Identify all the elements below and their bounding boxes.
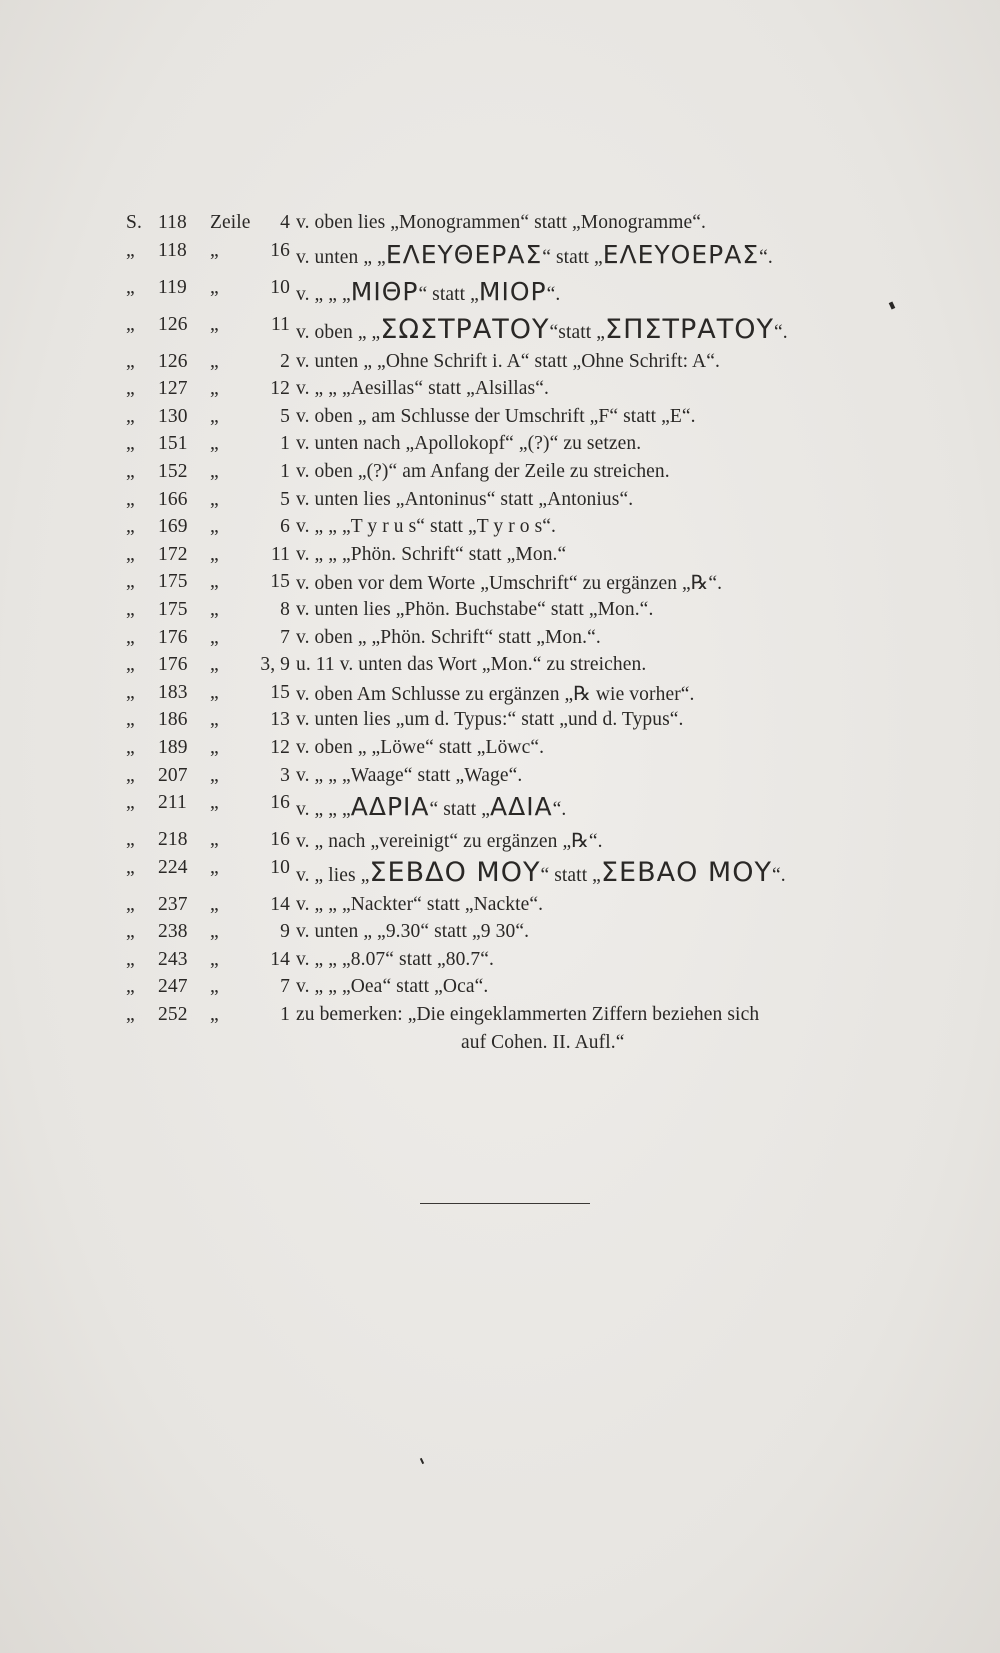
page-number: 118 [158, 212, 187, 233]
line-number: 5 [280, 405, 290, 427]
ditto-mark: „ [126, 276, 135, 298]
errata-row [126, 949, 916, 977]
zeile-ditto: „ [210, 764, 219, 786]
zeile-ditto: „ [210, 921, 219, 943]
correction-text: v. „ „ „Aesillas“ statt „Alsillas“. [296, 378, 549, 400]
statt-text: “ statt „ [540, 864, 601, 886]
correction-text: v. unten „ „9.30“ statt „9 30“. [296, 921, 530, 943]
page-number: 211 [158, 792, 187, 814]
correction-text: v. „ „ „8.07“ statt „80.7“. [296, 948, 494, 970]
zeile-ditto: „ [210, 276, 219, 298]
page-number: 169 [158, 516, 188, 538]
errata-row [126, 857, 916, 894]
ditto-mark: „ [126, 1004, 135, 1026]
errata-row [126, 654, 916, 682]
ditto-mark: „ [126, 350, 135, 372]
correction-text: zu bemerken: „Die eingeklammerten Ziffern beziehen sich [296, 1004, 760, 1026]
correction-text [296, 314, 788, 345]
page-number: 126 [158, 313, 188, 335]
ditto-mark: „ [126, 488, 135, 510]
line-number: 5 [280, 488, 290, 510]
zeile-ditto: „ [210, 893, 219, 915]
page-number: 176 [158, 654, 188, 676]
errata-row [126, 599, 916, 627]
continuation-text: auf Cohen. II. Aufl.“ [461, 1031, 625, 1053]
zeile-ditto: „ [210, 571, 219, 593]
page-number: 126 [158, 350, 188, 372]
zeile-ditto: „ [210, 516, 219, 538]
errata-continuation-row [126, 1032, 916, 1062]
errata-row [126, 406, 916, 434]
correction-text: v. oben „ „Phön. Schrift“ statt „Mon.“. [296, 626, 601, 648]
line-number: 7 [280, 976, 290, 998]
page-number: 243 [158, 948, 188, 970]
suffix-text: “. [552, 799, 567, 821]
page-number: 183 [158, 681, 188, 703]
line-number: 1 [280, 433, 290, 455]
correction-text: v. „ nach „vereinigt“ zu ergänzen „℞“. [296, 831, 603, 853]
closing-rule [420, 1203, 590, 1204]
ditto-mark: „ [126, 856, 135, 878]
zeile-ditto: „ [210, 654, 219, 676]
errata-row [126, 765, 916, 793]
greek-inscription-wrong: ΣΠΣΤΡΑΤΟΥ [605, 313, 774, 345]
page-number: 175 [158, 571, 188, 593]
correction-text: v. unten nach „Apollokopf“ „(?)“ zu setzen. [296, 433, 642, 455]
zeile-ditto: „ [210, 313, 219, 335]
zeile-ditto: „ [210, 433, 219, 455]
line-number: 16 [270, 829, 290, 851]
errata-row [126, 921, 916, 949]
ditto-mark: „ [126, 626, 135, 648]
page-number: 172 [158, 543, 188, 565]
line-number: 4 [280, 212, 290, 233]
correction-text: v. „ „ „Phön. Schrift“ statt „Mon.“ [296, 543, 567, 565]
statt-text: “statt „ [549, 321, 606, 343]
errata-row [126, 461, 916, 489]
page-number: 218 [158, 829, 188, 851]
correction-text: v. „ „ „Oea“ statt „Oca“. [296, 976, 489, 998]
line-number: 15 [270, 681, 290, 703]
statt-text: “ statt „ [418, 283, 479, 305]
ditto-mark: „ [126, 405, 135, 427]
correction-text [296, 277, 560, 306]
errata-row [126, 737, 916, 765]
greek-inscription-correct: ΜΙΘΡ [350, 276, 419, 306]
errata-row [126, 1004, 916, 1032]
page-number: 130 [158, 405, 188, 427]
page-number: 176 [158, 626, 188, 648]
zeile-ditto: „ [210, 626, 219, 648]
errata-row [126, 240, 916, 277]
errata-row [126, 378, 916, 406]
ditto-mark: „ [126, 681, 135, 703]
errata-row [126, 433, 916, 461]
correction-text [296, 792, 566, 821]
zeile-ditto: „ [210, 829, 219, 851]
line-number: 9 [280, 921, 290, 943]
zeile-ditto: „ [210, 405, 219, 427]
prefix-text: v. „ „ „ [296, 283, 351, 305]
zeile-ditto: „ [210, 460, 219, 482]
ditto-mark: „ [126, 709, 135, 731]
page-number: 237 [158, 893, 188, 915]
zeile-ditto: „ [210, 856, 219, 878]
greek-inscription-wrong: ΑΔΙΑ [489, 792, 553, 822]
line-number: 15 [270, 571, 290, 593]
greek-inscription-correct: ΣΩΣΤΡΑΤΟΥ [380, 313, 550, 345]
ditto-mark: „ [126, 976, 135, 998]
correction-text: v. oben „ „Löwe“ statt „Löwc“. [296, 736, 545, 758]
errata-row [126, 976, 916, 1004]
greek-inscription-correct: ΣΕΒΔΟ ΜΟΥ [369, 856, 541, 888]
correction-text: v. oben „(?)“ am Anfang der Zeile zu streichen. [296, 460, 670, 482]
page-number: 166 [158, 488, 188, 510]
zeile-ditto: „ [210, 681, 219, 703]
ditto-mark: „ [126, 736, 135, 758]
zeile-ditto: „ [210, 378, 219, 400]
errata-list [126, 212, 916, 1062]
page-number: 152 [158, 460, 188, 482]
errata-row [126, 516, 916, 544]
suffix-text: “. [759, 246, 773, 268]
errata-row [126, 544, 916, 572]
seite-abbrev: S. [126, 212, 142, 233]
correction-text: v. „ „ „T y r u s“ statt „T y r o s“. [296, 516, 557, 538]
page-number: 119 [158, 276, 187, 298]
page-number: 238 [158, 921, 188, 943]
greek-inscription-wrong: ΣΕΒΑΟ ΜΟΥ [600, 856, 772, 888]
greek-inscription-correct: ΑΔΡΙΑ [350, 792, 430, 822]
correction-text: v. „ „ „Waage“ statt „Wage“. [296, 764, 523, 786]
zeile-ditto: „ [210, 543, 219, 565]
line-number: 8 [280, 598, 290, 620]
ditto-mark: „ [126, 764, 135, 786]
ditto-mark: „ [126, 654, 135, 676]
line-number: 11 [271, 313, 290, 335]
ditto-mark: „ [126, 378, 135, 400]
greek-inscription-wrong: ΜΙΟΡ [478, 276, 547, 306]
statt-text: “ statt „ [429, 799, 490, 821]
errata-row [126, 212, 916, 240]
page-number: 127 [158, 378, 188, 400]
correction-text: v. oben Am Schlusse zu ergänzen „℞ wie vorher“. [296, 683, 695, 705]
zeile-ditto: „ [210, 239, 219, 261]
correction-text: v. unten lies „um d. Typus:“ statt „und d. Typus“. [296, 709, 684, 731]
page-number: 186 [158, 709, 188, 731]
ditto-mark: „ [126, 543, 135, 565]
line-number: 16 [270, 792, 290, 814]
errata-row [126, 571, 916, 599]
line-number: 3 [280, 764, 290, 786]
prefix-text: v. „ lies „ [296, 864, 370, 886]
line-number: 1 [280, 460, 290, 482]
ditto-mark: „ [126, 598, 135, 620]
greek-inscription-correct: ΕΛΕΥΘΕΡΑΣ [385, 239, 543, 269]
zeile-ditto: „ [210, 350, 219, 372]
line-number: 12 [270, 378, 290, 400]
zeile-ditto: „ [210, 709, 219, 731]
zeile-ditto: „ [210, 976, 219, 998]
line-number: 7 [280, 626, 290, 648]
statt-text: “ statt „ [542, 246, 603, 268]
suffix-text: “. [773, 321, 788, 343]
errata-row [126, 277, 916, 314]
ditto-mark: „ [126, 792, 135, 814]
correction-text: u. 11 v. unten das Wort „Mon.“ zu streichen. [296, 654, 647, 676]
errata-row [126, 894, 916, 922]
prefix-text: v. „ „ „ [296, 799, 351, 821]
ditto-mark: „ [126, 433, 135, 455]
zeile-ditto: „ [210, 598, 219, 620]
line-number: 13 [270, 709, 290, 731]
errata-row [126, 351, 916, 379]
page-number: 175 [158, 598, 188, 620]
ditto-mark: „ [126, 921, 135, 943]
correction-text: v. oben „ am Schlusse der Umschrift „F“ statt „E“. [296, 405, 696, 427]
errata-row [126, 627, 916, 655]
line-number: 14 [270, 948, 290, 970]
suffix-text: “. [771, 864, 786, 886]
ditto-mark: „ [126, 571, 135, 593]
errata-row [126, 792, 916, 829]
prefix-text: v. unten „ „ [296, 246, 386, 268]
page-number: 207 [158, 764, 188, 786]
errata-row [126, 682, 916, 710]
errata-row [126, 489, 916, 517]
line-number: 10 [270, 856, 290, 878]
line-number: 2 [280, 350, 290, 372]
correction-text: v. unten lies „Phön. Buchstabe“ statt „Mon.“. [296, 598, 654, 620]
greek-inscription-wrong: ΕΛΕΥΟΕΡΑΣ [602, 239, 760, 269]
line-number: 1 [280, 1004, 290, 1026]
page-number: 224 [158, 856, 188, 878]
line-number: 11 [271, 543, 290, 565]
zeile-ditto: „ [210, 1004, 219, 1026]
errata-row [126, 314, 916, 351]
correction-text: v. „ „ „Nackter“ statt „Nackte“. [296, 893, 544, 915]
ditto-mark: „ [126, 516, 135, 538]
correction-text [296, 240, 773, 269]
zeile-ditto: „ [210, 792, 219, 814]
ink-speck [420, 1458, 424, 1464]
line-number: 10 [270, 276, 290, 298]
zeile-label: Zeile [210, 212, 251, 233]
line-number: 12 [270, 736, 290, 758]
zeile-ditto: „ [210, 736, 219, 758]
correction-text: v. unten lies „Antoninus“ statt „Antonius“. [296, 488, 634, 510]
page-number: 189 [158, 736, 188, 758]
errata-row [126, 829, 916, 857]
correction-text [296, 857, 786, 888]
line-number: 14 [270, 893, 290, 915]
ditto-mark: „ [126, 460, 135, 482]
ditto-mark: „ [126, 239, 135, 261]
ditto-mark: „ [126, 313, 135, 335]
zeile-ditto: „ [210, 488, 219, 510]
zeile-ditto: „ [210, 948, 219, 970]
line-number: 16 [270, 239, 290, 261]
page-number: 118 [158, 239, 187, 261]
page-number: 252 [158, 1004, 188, 1026]
page-number: 151 [158, 433, 188, 455]
correction-text: v. oben lies „Monogrammen“ statt „Monogramme“. [296, 212, 707, 233]
line-number: 3, 9 [260, 654, 290, 676]
prefix-text: v. oben „ „ [296, 321, 381, 343]
ditto-mark: „ [126, 893, 135, 915]
page-number: 247 [158, 976, 188, 998]
ditto-mark: „ [126, 829, 135, 851]
suffix-text: “. [546, 283, 561, 305]
line-number: 6 [280, 516, 290, 538]
correction-text: v. oben vor dem Worte „Umschrift“ zu ergänzen „℞“. [296, 573, 723, 595]
ditto-mark: „ [126, 948, 135, 970]
correction-text: v. unten „ „Ohne Schrift i. A“ statt „Ohne Schrift: A“. [296, 350, 720, 372]
errata-row [126, 709, 916, 737]
